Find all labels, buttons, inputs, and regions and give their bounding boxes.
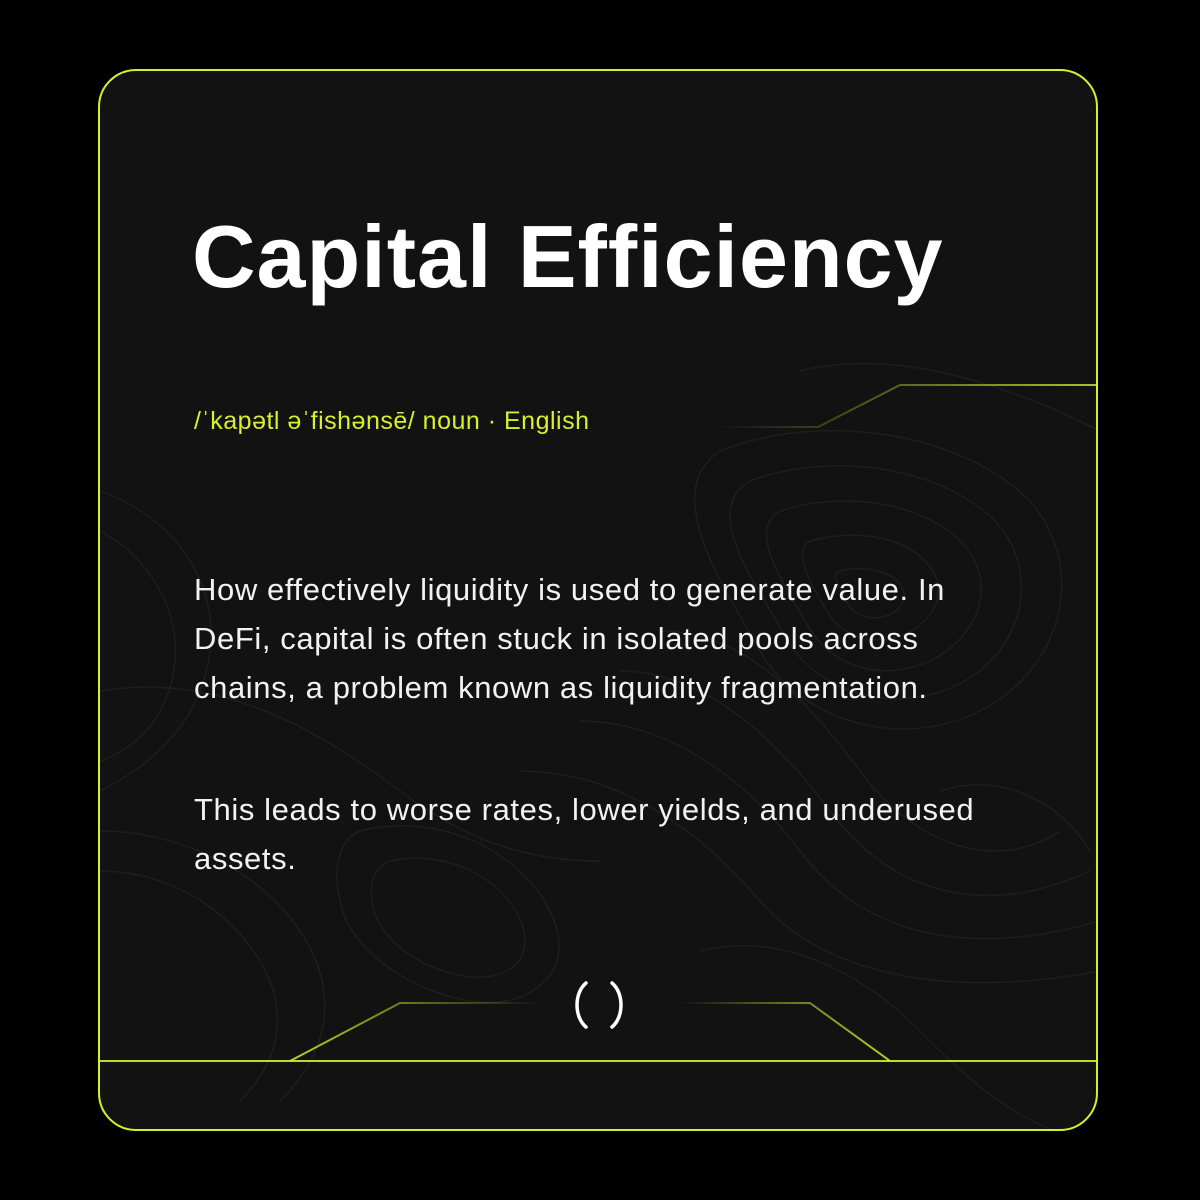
page-title: Capital Efficiency xyxy=(192,207,944,306)
top-right-accent-line xyxy=(720,385,1098,427)
definition-paragraph-2: This leads to worse rates, lower yields, and underused assets. xyxy=(194,792,975,876)
parentheses-logo-icon xyxy=(570,979,628,1031)
bottom-right-accent-line xyxy=(680,1003,890,1061)
definition-card xyxy=(98,69,1098,1131)
pronunciation-label: /ˈkapətl əˈfishənsē/ noun · English xyxy=(194,407,590,435)
bottom-left-accent-line xyxy=(290,1003,540,1061)
definition-paragraph-1: How effectively liquidity is used to generate value. In DeFi, capital is often stuck in isolated pools across chains, a problem known as liquidity fragmentation. xyxy=(194,572,945,705)
